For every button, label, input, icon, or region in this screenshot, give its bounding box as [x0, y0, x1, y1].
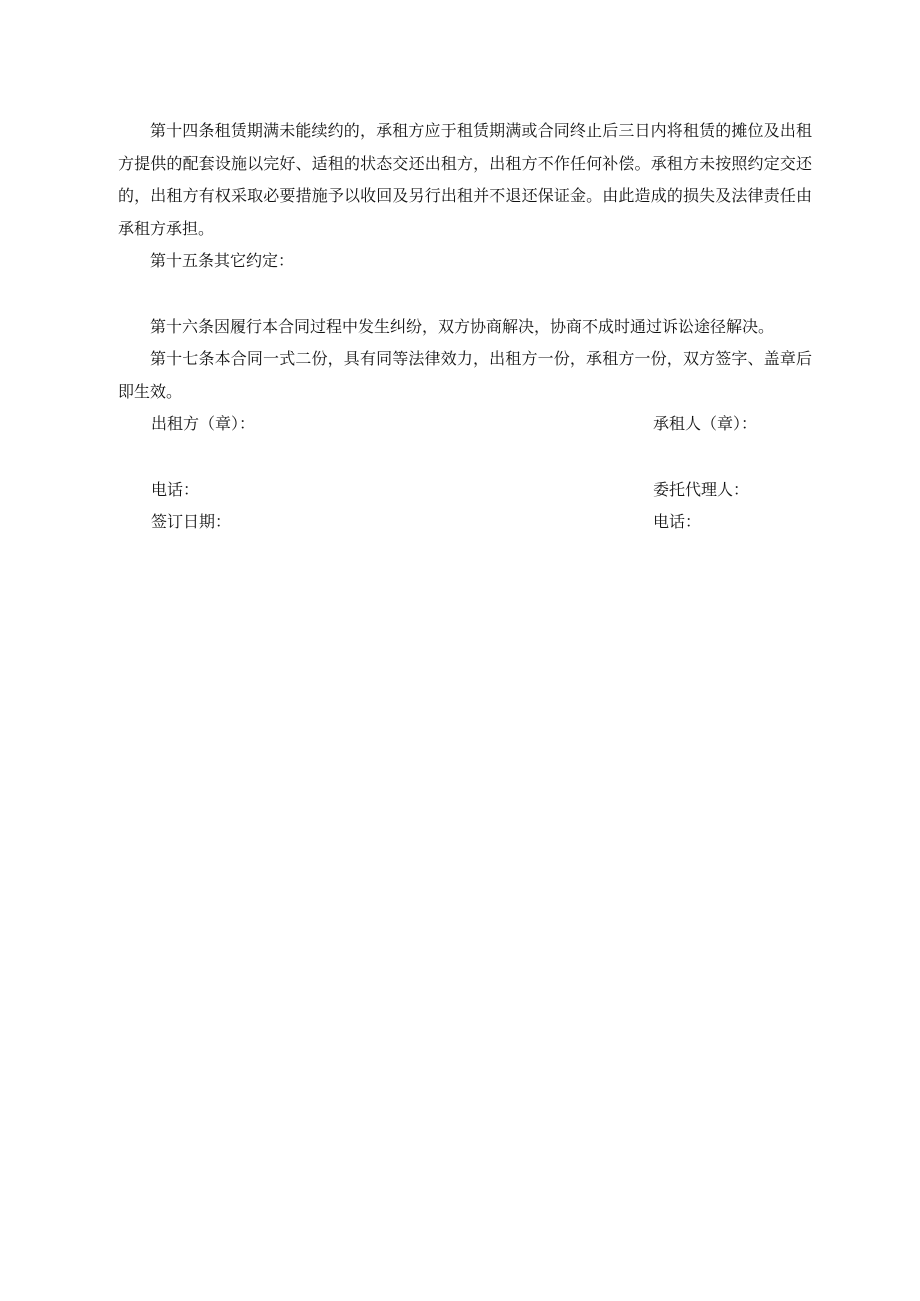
article-17: 第十七条本合同一式二份，具有同等法律效力，出租方一份，承租方一份，双方签字、盖章后即生效。 — [118, 349, 812, 401]
article-14: 第十四条租赁期满未能续约的，承租方应于租赁期满或合同终止后三日内将租赁的摊位及出租方提供的配套设施以完好、适租的状态交还出租方，出租方不作任何补偿。承租方未按照约定交还的，出租方有权采取必要措施予以收回及另行出租并不退还保证金。由此造成的损失及法律责任由承租方承担。 — [118, 121, 812, 238]
agent-label: 委托代理人： — [653, 480, 750, 499]
lessee-seal-label: 承租人（章）： — [653, 414, 758, 433]
lessor-seal-label: 出租方（章）： — [151, 414, 256, 433]
sign-date-label: 签订日期： — [151, 512, 232, 531]
article-15: 第十五条其它约定： — [150, 251, 295, 270]
lessor-phone-label: 电话： — [151, 480, 200, 499]
lessee-phone-label: 电话： — [653, 512, 702, 531]
article-16: 第十六条因履行本合同过程中发生纠纷，双方协商解决，协商不成时通过诉讼途径解决。 — [150, 317, 775, 336]
